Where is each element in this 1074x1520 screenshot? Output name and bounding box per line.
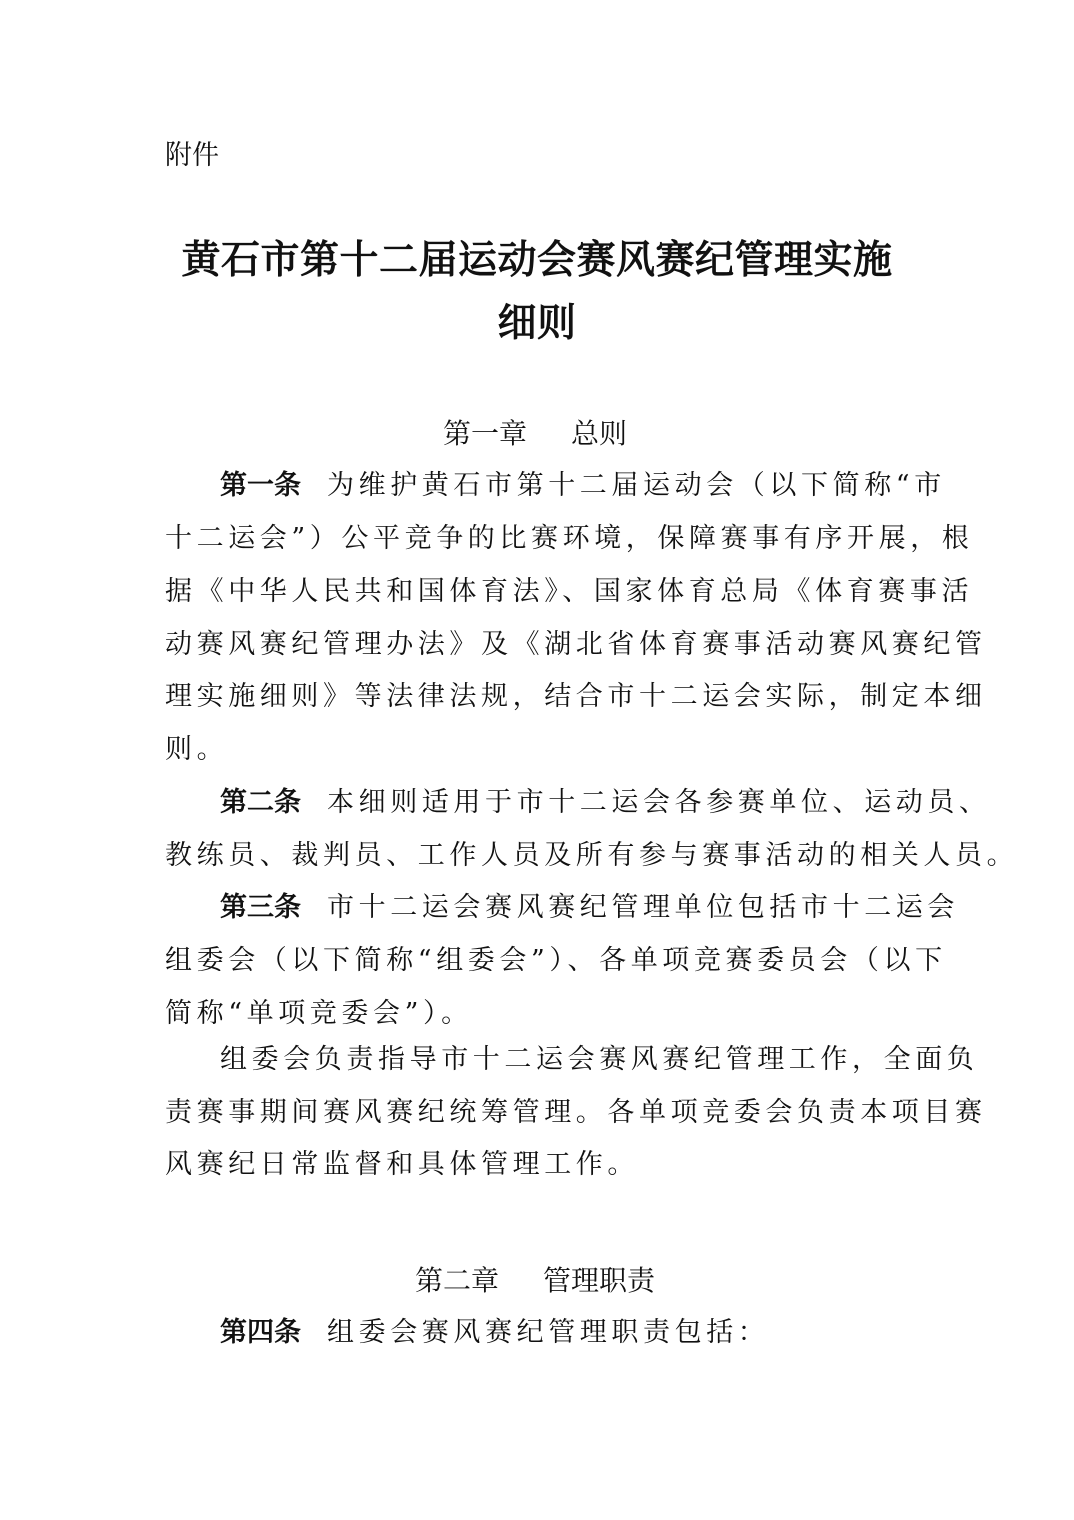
article-3-line-3: 简称“单项竞委会”）。 [165, 998, 473, 1029]
article-1-line-1 [220, 466, 946, 506]
article-2-label: 第二条 [220, 787, 301, 818]
article-4-text-1: 组委会赛风赛纪管理职责包括： [327, 1317, 770, 1348]
document-title-line-2: 细则 [497, 300, 577, 346]
chapter-2-number: 第二章 [414, 1264, 499, 1297]
article-4-line-1 [220, 1313, 769, 1353]
article-3-label: 第三条 [220, 892, 301, 923]
article-1-label: 第一条 [220, 470, 301, 501]
article-4-label: 第四条 [220, 1317, 301, 1348]
document-title-line-1: 黄石市第十二届运动会赛风赛纪管理实施 [181, 237, 893, 283]
article-1-line-6: 则。 [165, 734, 229, 765]
article-1-line-4: 动赛风赛纪管理办法》及《湖北省体育赛事活动赛风赛纪管 [165, 629, 987, 660]
article-3-text-1: 市十二运会赛风赛纪管理单位包括市十二运会 [327, 892, 959, 923]
chapter-2-heading [165, 1261, 905, 1301]
article-3-line-1 [220, 888, 959, 928]
article-2-line-2: 教练员、裁判员、工作人员及所有参与赛事活动的相关人员。 [165, 840, 1019, 871]
chapter-2-name: 管理职责 [543, 1264, 656, 1297]
attachment-label: 附件 [165, 140, 219, 171]
article-1-line-5: 理实施细则》等法律法规，结合市十二运会实际，制定本细 [165, 681, 987, 712]
committee-paragraph-line-2: 责赛事期间赛风赛纪统筹管理。各单项竞委会负责本项目赛 [165, 1097, 987, 1128]
chapter-1-name: 总则 [571, 417, 628, 450]
article-3-line-2: 组委会（以下简称“组委会”）、各单项竞赛委员会（以下 [165, 945, 947, 976]
article-2-text-1: 本细则适用于市十二运会各参赛单位、运动员、 [327, 787, 991, 818]
article-1-line-3: 据《中华人民共和国体育法》、国家体育总局《体育赛事活 [165, 576, 974, 607]
article-1-line-2: 十二运会”）公平竞争的比赛环境，保障赛事有序开展，根 [165, 523, 974, 554]
chapter-1-number: 第一章 [442, 417, 527, 450]
committee-paragraph-line-3: 风赛纪日常监督和具体管理工作。 [165, 1149, 639, 1180]
article-2-line-1 [220, 783, 991, 823]
chapter-1-heading [165, 414, 905, 454]
committee-paragraph-line-1: 组委会负责指导市十二运会赛风赛纪管理工作，全面负 [220, 1044, 979, 1075]
article-1-text-1: 为维护黄石市第十二届运动会（以下简称“市 [327, 470, 946, 501]
